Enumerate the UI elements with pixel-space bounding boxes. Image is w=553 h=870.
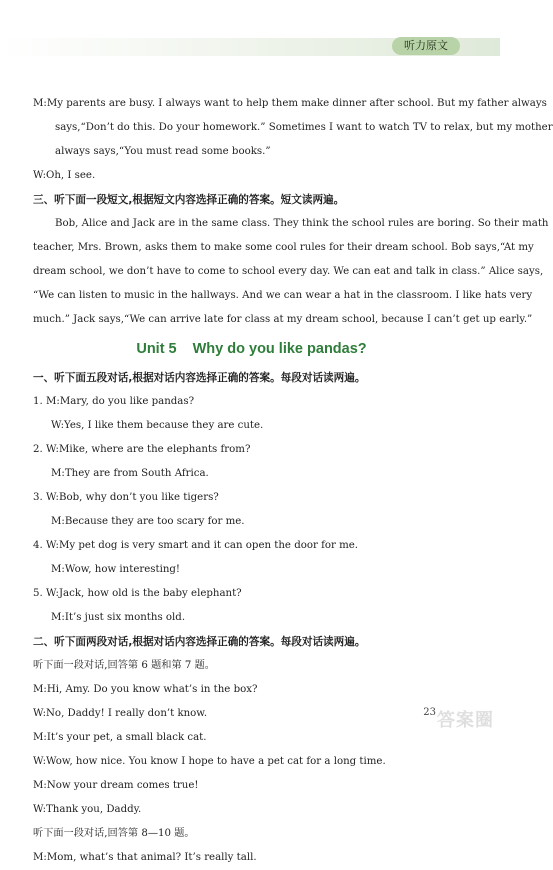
text-line: M:They are from South Africa. [51, 468, 209, 479]
text-line: W:Yes, I like them because they are cute. [51, 420, 264, 431]
section-heading: 三、听下面一段短文,根据短文内容选择正确的答案。短文读两遍。 [33, 194, 345, 206]
text-line: W:Oh, I see. [33, 170, 96, 181]
text-line: M:My parents are busy. I always want to help them make dinner after school. But my father always [33, 98, 547, 109]
text-line: says,“Don’t do this. Do your homework.” Sometimes I want to watch TV to relax, but my mother [55, 122, 553, 133]
text-line: Bob, Alice and Jack are in the same class. They think the school rules are boring. So their math [55, 218, 549, 229]
text-line: much.” Jack says,“We can arrive late for class at my dream school, because I can’t get up early.” [33, 314, 533, 325]
text-line: 听下面一段对话,回答第 6 题和第 7 题。 [33, 660, 215, 671]
text-line: W:Wow, how nice. You know I hope to have a pet cat for a long time. [33, 756, 386, 767]
text-line: M:Mom, what’s that animal? It’s really tall. [33, 852, 257, 863]
section-heading: 一、听下面五段对话,根据对话内容选择正确的答案。每段对话读两遍。 [33, 372, 366, 384]
text-line: W:Thank you, Daddy. [33, 804, 142, 815]
text-line: 听下面一段对话,回答第 8—10 题。 [33, 828, 195, 839]
text-line: 5. W:Jack, how old is the baby elephant? [33, 588, 242, 599]
text-line: “We can listen to music in the hallways. And we can wear a hat in the classroom. I like hats very [33, 290, 533, 301]
page-number: 23 [423, 707, 436, 718]
text-line: W:No, Daddy! I really don’t know. [33, 708, 208, 719]
unit-heading [33, 332, 470, 366]
text-line: 2. W:Mike, where are the elephants from? [33, 444, 251, 455]
text-line: M:Because they are too scary for me. [51, 516, 245, 527]
watermark-logo: 答案圈 [437, 710, 494, 731]
page-content [33, 92, 553, 870]
text-line: always says,“You must read some books.” [55, 146, 271, 157]
text-line: M:It’s your pet, a small black cat. [33, 732, 207, 743]
section-tag: 听力原文 [392, 37, 460, 55]
text-line: 1. M:Mary, do you like pandas? [33, 396, 195, 407]
passage-block [33, 92, 553, 332]
section-heading: 二、听下面两段对话,根据对话内容选择正确的答案。每段对话读两遍。 [33, 636, 366, 648]
text-line: 4. W:My pet dog is very smart and it can open the door for me. [33, 540, 359, 551]
text-line: M:Hi, Amy. Do you know what’s in the box? [33, 684, 258, 695]
unit-number: Unit 5 [136, 341, 177, 357]
text-line: M:It’s just six months old. [51, 612, 186, 623]
dialogue-block [33, 366, 470, 870]
text-line: 3. W:Bob, why don’t you like tigers? [33, 492, 219, 503]
unit-title: Why do you like pandas? [192, 341, 367, 357]
text-line: M:Wow, how interesting! [51, 564, 181, 575]
text-line: M:Now your dream comes true! [33, 780, 199, 791]
text-line: teacher, Mrs. Brown, asks them to make some cool rules for their dream school. Bob says,“At my [33, 242, 534, 253]
text-line: dream school, we don’t have to come to school every day. We can eat and talk in class.” Alice says, [33, 266, 544, 277]
